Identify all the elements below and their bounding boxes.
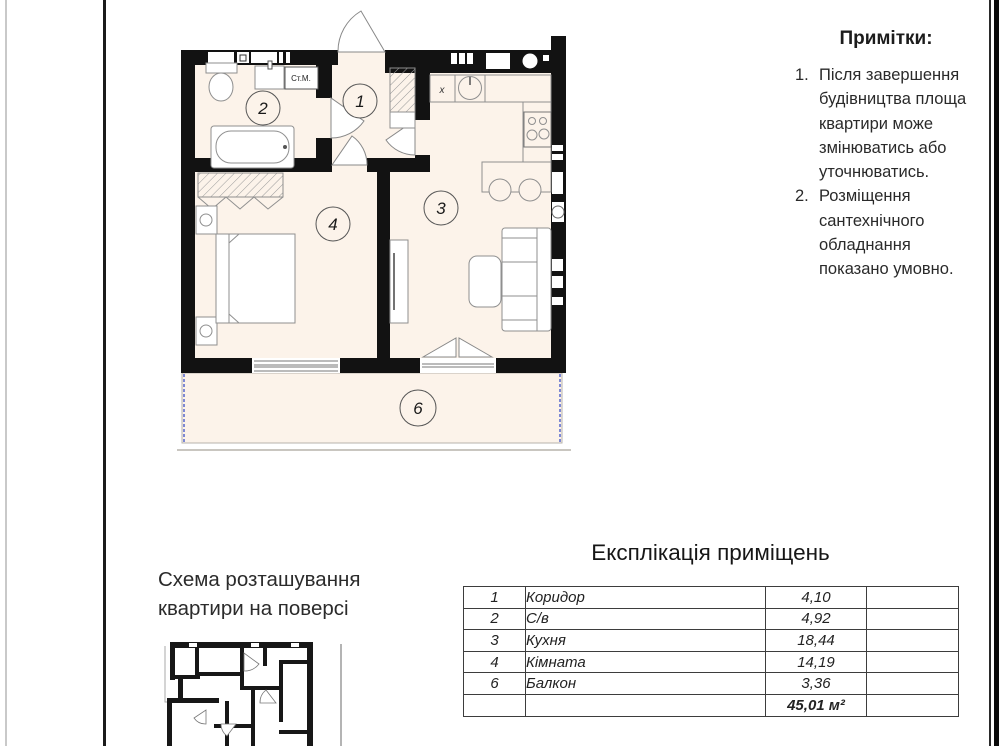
notes-title: Примітки: xyxy=(839,28,933,49)
room-name-cell: Кімната xyxy=(526,651,766,673)
table-row xyxy=(464,587,959,609)
notes-list xyxy=(795,63,977,281)
table-row xyxy=(464,673,959,695)
toilet-tank xyxy=(206,63,237,73)
room-number-balcony: 6 xyxy=(413,399,423,418)
wardrobe xyxy=(198,173,283,197)
note-text: Розміщення сантехнічного обладнання показано умовно. xyxy=(819,187,954,278)
table-row xyxy=(464,651,959,673)
room-number-bathroom: 2 xyxy=(258,99,268,118)
bed xyxy=(216,234,295,323)
empty-cell xyxy=(867,694,959,716)
table-row xyxy=(464,608,959,630)
empty-cell xyxy=(526,694,766,716)
entrance-door xyxy=(338,11,385,52)
note-item xyxy=(795,63,977,184)
washing-machine-label: Ст.М. xyxy=(291,74,311,83)
room-number-cell: 1 xyxy=(464,587,526,609)
balcony-area xyxy=(177,373,571,450)
room-number-cell: 3 xyxy=(464,630,526,652)
room-number-hallway: 1 xyxy=(355,92,365,111)
coffee-table xyxy=(469,256,501,307)
room-area-cell: 4,92 xyxy=(766,608,867,630)
floor-schema-caption: Схема розташування квартири на поверсі xyxy=(158,568,361,620)
bar-stool xyxy=(489,179,511,201)
room-area-cell: 4,10 xyxy=(766,587,867,609)
nightstand xyxy=(196,206,217,234)
table-row xyxy=(464,630,959,652)
bedroom-window xyxy=(252,358,340,373)
note-item xyxy=(795,184,977,281)
note-text: Після завершення будівництва площа квартири може змінюватись або уточнюватись. xyxy=(819,66,967,181)
sofa xyxy=(502,228,551,331)
empty-cell xyxy=(867,587,959,609)
empty-cell xyxy=(464,694,526,716)
room-number-bedroom: 4 xyxy=(328,215,338,234)
room-name-cell: Балкон xyxy=(526,673,766,695)
bar-stool xyxy=(519,179,541,201)
empty-cell xyxy=(867,651,959,673)
floor-location-schematic xyxy=(165,642,341,746)
notes-panel xyxy=(795,28,977,281)
room-number-cell: 4 xyxy=(464,651,526,673)
apartment-plan xyxy=(177,11,571,450)
room-area-cell: 14,19 xyxy=(766,651,867,673)
room-area-cell: 18,44 xyxy=(766,630,867,652)
explication-title: Експлікація приміщень xyxy=(591,540,830,565)
room-number-cell: 2 xyxy=(464,608,526,630)
note-number: 2. xyxy=(795,187,809,206)
room-name-cell: Коридор xyxy=(526,587,766,609)
empty-cell xyxy=(867,673,959,695)
explication-table xyxy=(463,586,959,717)
nightstand xyxy=(196,317,217,345)
kitchen-cabinet-label: x xyxy=(439,85,445,96)
room-number-kitchen: 3 xyxy=(436,199,446,218)
room-name-cell: Кухня xyxy=(526,630,766,652)
empty-cell xyxy=(867,608,959,630)
tv-stand xyxy=(390,240,408,323)
toilet-bowl xyxy=(209,73,233,101)
room-number-cell: 6 xyxy=(464,673,526,695)
total-area-cell: 45,01 м² xyxy=(766,694,867,716)
room-name-cell: С/в xyxy=(526,608,766,630)
table-total-row xyxy=(464,694,959,716)
hallway-shelf xyxy=(390,68,415,128)
room-area-cell: 3,36 xyxy=(766,673,867,695)
note-number: 1. xyxy=(795,66,809,84)
empty-cell xyxy=(867,630,959,652)
